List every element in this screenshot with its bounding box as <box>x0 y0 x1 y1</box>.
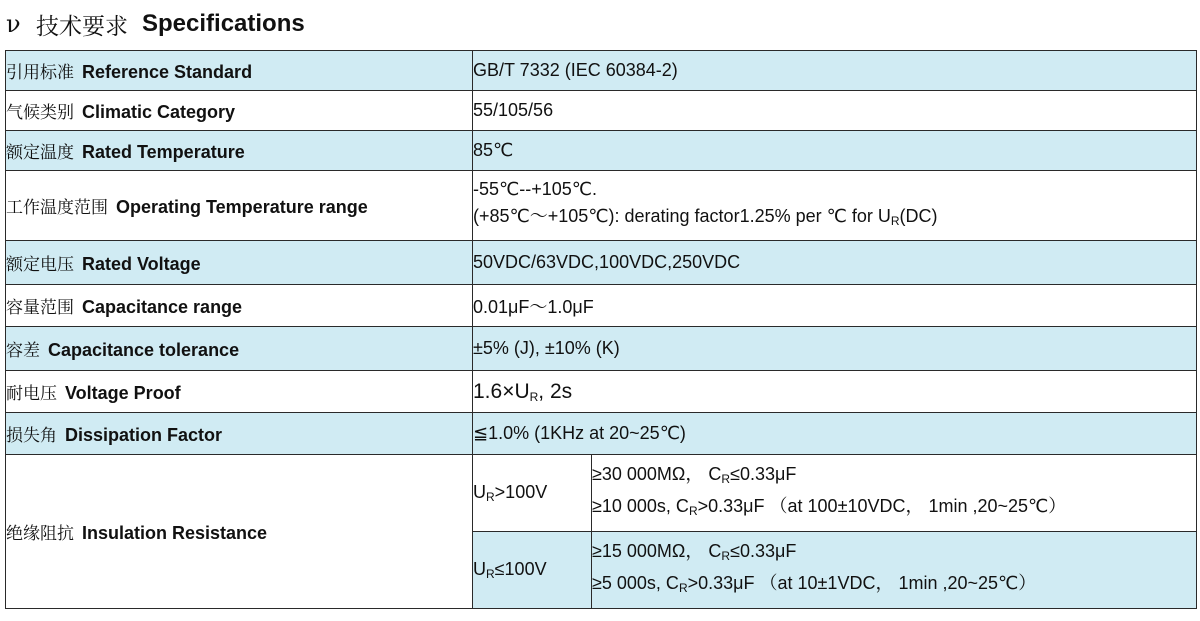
row-value: ≦1.0% (1KHz at 20~25℃) <box>473 413 1197 455</box>
label-english: Rated Voltage <box>82 254 201 274</box>
label-chinese: 额定电压 <box>6 255 74 275</box>
row-value: $1.6\times U_R$, 2s <box>473 371 1197 413</box>
insulation-subtable <box>472 454 1197 609</box>
table-row <box>6 241 1197 285</box>
row-label <box>6 327 473 371</box>
row-value: 55/105/56 <box>473 91 1197 131</box>
specifications-table <box>5 50 1197 609</box>
value-line: -55℃--+105℃. <box>473 179 597 199</box>
label-chinese: 损失角 <box>6 426 57 446</box>
label-chinese: 工作温度范围 <box>6 198 108 218</box>
label-english: Operating Temperature range <box>116 197 368 217</box>
heading-english: Specifications <box>142 10 305 37</box>
voltage-condition: $U_R\le 100V$ <box>473 532 592 609</box>
table-row <box>6 131 1197 171</box>
resistance-spec <box>592 532 1197 609</box>
label-chinese: 耐电压 <box>6 384 57 404</box>
label-english: Rated Temperature <box>82 142 245 162</box>
row-label <box>6 91 473 131</box>
row-label <box>6 171 473 241</box>
label-chinese: 容差 <box>6 341 40 361</box>
label-english: Capacitance tolerance <box>48 340 240 360</box>
heading-bullet: ν <box>6 10 21 38</box>
row-label <box>6 413 473 455</box>
label-english: Dissipation Factor <box>65 425 223 445</box>
row-value: 50VDC/63VDC,100VDC,250VDC <box>473 241 1197 285</box>
insulation-cell <box>473 455 1197 609</box>
row-value: 85℃ <box>473 131 1197 171</box>
table-row <box>6 91 1197 131</box>
label-chinese: 容量范围 <box>6 298 74 318</box>
table-row <box>6 455 1197 609</box>
label-chinese: 气候类别 <box>6 103 74 123</box>
value-line: ≥15 000MΩ， $C_R\le 0.33\mu F$ <box>592 541 797 563</box>
value-line: ≥5 000s, $C_R>0.33\mu F$ （at 10±1VDC， 1min ,20~25℃） <box>592 573 1037 595</box>
label-english: Reference Standard <box>82 62 253 82</box>
heading-chinese: 技术要求 <box>36 13 128 40</box>
row-label <box>6 241 473 285</box>
row-label <box>6 285 473 327</box>
label-chinese: 额定温度 <box>6 143 74 163</box>
row-value: 0.01μF～1.0μF <box>473 285 1197 327</box>
table-row <box>6 51 1197 91</box>
label-english: Climatic Category <box>82 102 236 122</box>
label-english: Voltage Proof <box>65 383 181 403</box>
insulation-row <box>473 455 1197 532</box>
value-line: (+85℃～+105℃): derating factor1.25% per ℃ for $U_R(DC)$ <box>473 206 938 228</box>
row-value <box>473 171 1197 241</box>
label-english: Insulation Resistance <box>82 523 268 543</box>
table-row <box>6 285 1197 327</box>
row-label <box>6 51 473 91</box>
label-chinese: 绝缘阻抗 <box>6 524 74 544</box>
table-row <box>6 327 1197 371</box>
label-english: Capacitance range <box>82 297 243 317</box>
row-value: GB/T 7332 (IEC 60384-2) <box>473 51 1197 91</box>
value-line: ≥30 000MΩ， $C_R\le 0.33\mu F$ <box>592 464 797 486</box>
row-value: ±5% (J), ±10% (K) <box>473 327 1197 371</box>
label-chinese: 引用标准 <box>6 63 74 83</box>
row-label <box>6 455 473 609</box>
resistance-spec <box>592 455 1197 532</box>
table-row <box>6 413 1197 455</box>
insulation-row <box>473 532 1197 609</box>
row-label <box>6 371 473 413</box>
value-line: ≥10 000s, $C_R>0.33\mu F$ （at 100±10VDC， 1min ,20~25℃） <box>592 496 1067 518</box>
table-row <box>6 171 1197 241</box>
table-row <box>6 371 1197 413</box>
section-heading <box>6 4 305 44</box>
voltage-condition: $U_R>100V$ <box>473 455 592 532</box>
row-label <box>6 131 473 171</box>
